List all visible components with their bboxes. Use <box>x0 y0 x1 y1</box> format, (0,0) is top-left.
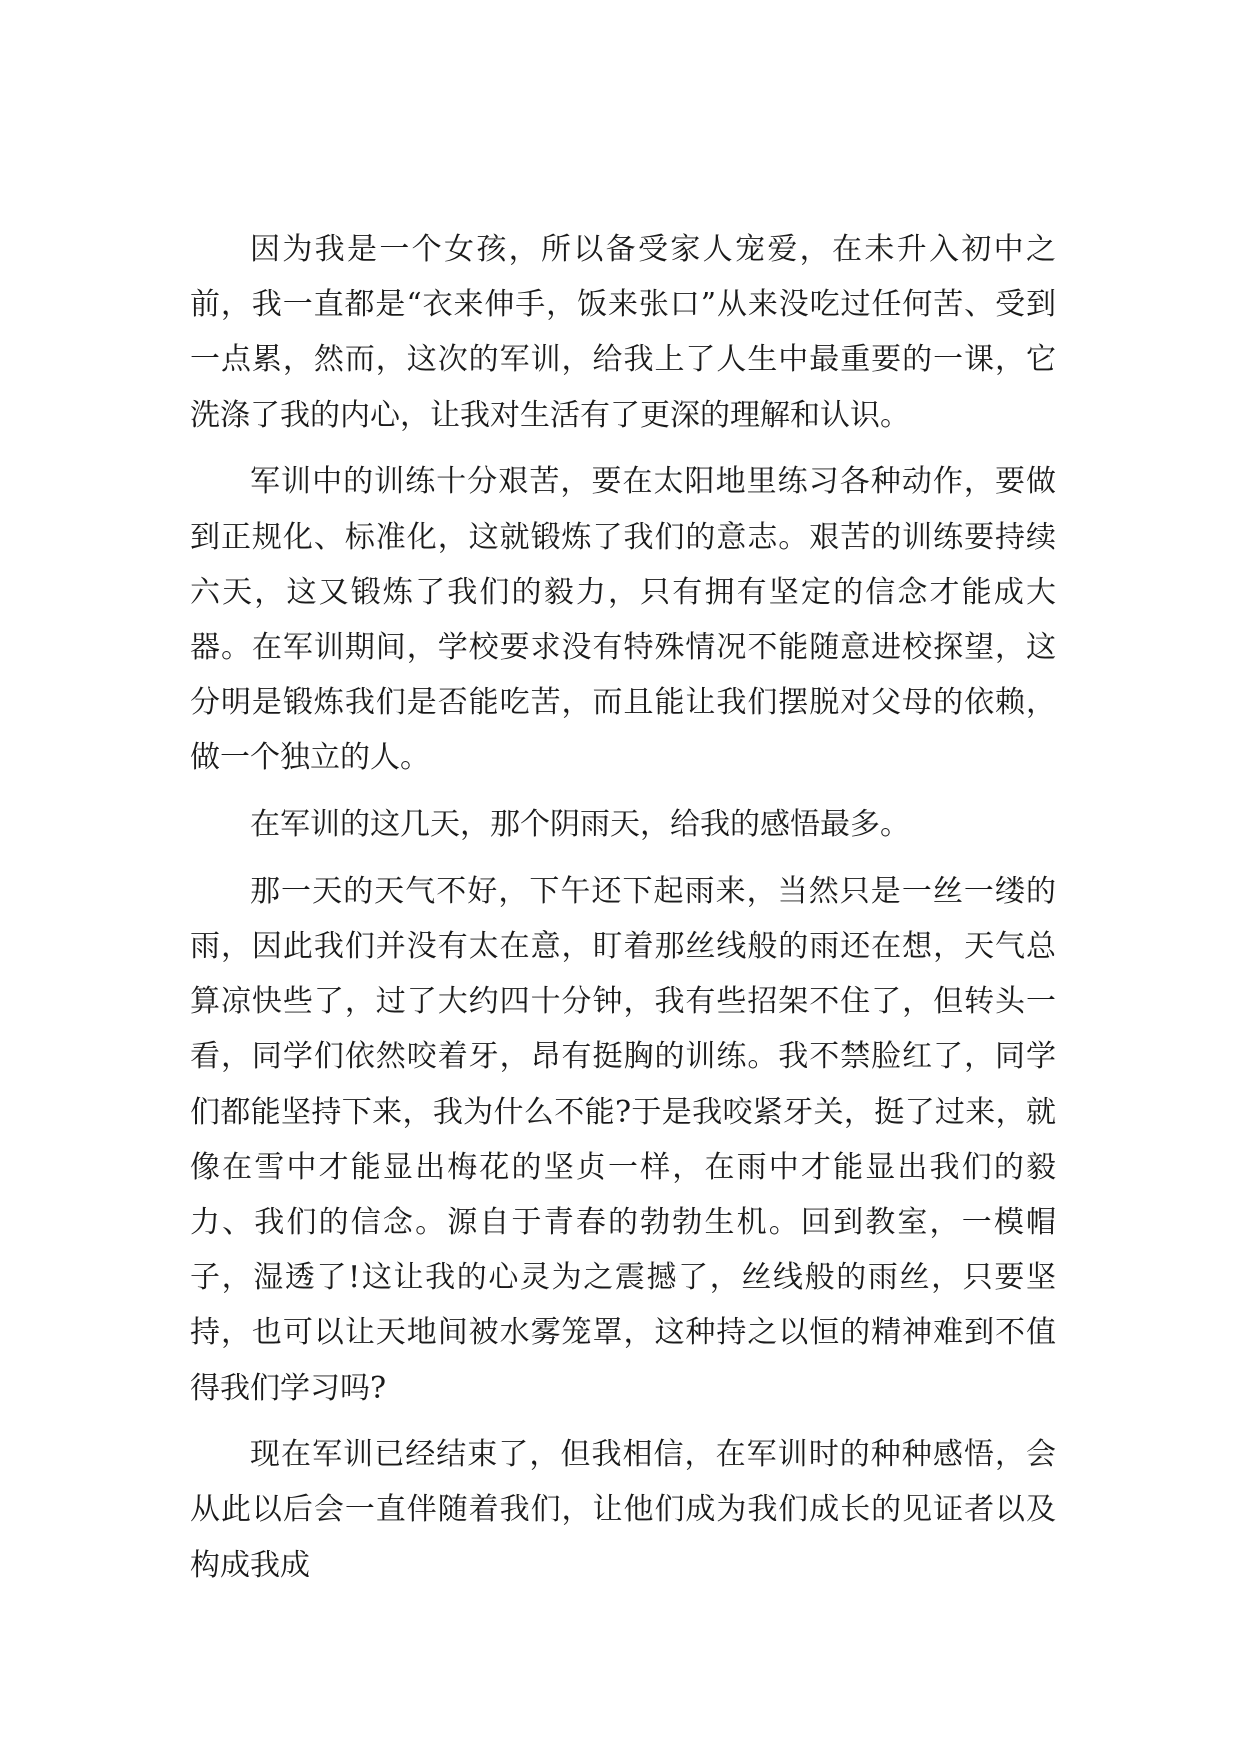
paragraph-4: 那一天的天气不好，下午还下起雨来，当然只是一丝一缕的雨，因此我们并没有太在意，盯着那丝线般的雨还在想，天气总算凉快些了，过了大约四十分钟，我有些招架不住了，但转头一看，同学们依然咬着牙，昂有挺胸的训练。我不禁脸红了，同学们都能坚持下来，我为什么不能?于是我咬紧牙关，挺了过来，就像在雪中才能显出梅花的坚贞一样，在雨中才能显出我们的毅力、我们的信念。源自于青春的勃勃生机。回到教室，一模帽子，湿透了!这让我的心灵为之震撼了，丝线般的雨丝，只要坚持，也可以让天地间被水雾笼罩，这种持之以恒的精神难到不值得我们学习吗? <box>190 873 1056 1406</box>
essay-body <box>190 222 1056 1604</box>
paragraph-5: 现在军训已经结束了，但我相信，在军训时的种种感悟，会从此以后会一直伴随着我们，让他们成为我们成长的见证者以及构成我成 <box>190 1437 1056 1583</box>
paragraph-2: 军训中的训练十分艰苦，要在太阳地里练习各种动作，要做到正规化、标准化，这就锻炼了我们的意志。艰苦的训练要持续六天，这又锻炼了我们的毅力，只有拥有坚定的信念才能成大器。在军训期间，学校要求没有特殊情况不能随意进校探望，这分明是锻炼我们是否能吃苦，而且能让我们摆脱对父母的依赖，做一个独立的人。 <box>190 464 1056 776</box>
paragraph-1: 因为我是一个女孩，所以备受家人宠爱，在未升入初中之前，我一直都是“衣来伸手，饭来张口”从来没吃过任何苦、受到一点累，然而，这次的军训，给我上了人生中最重要的一课，它洗涤了我的内心，让我对生活有了更深的理解和认识。 <box>190 232 1056 433</box>
paragraph-3: 在军训的这几天，那个阴雨天，给我的感悟最多。 <box>250 807 910 843</box>
